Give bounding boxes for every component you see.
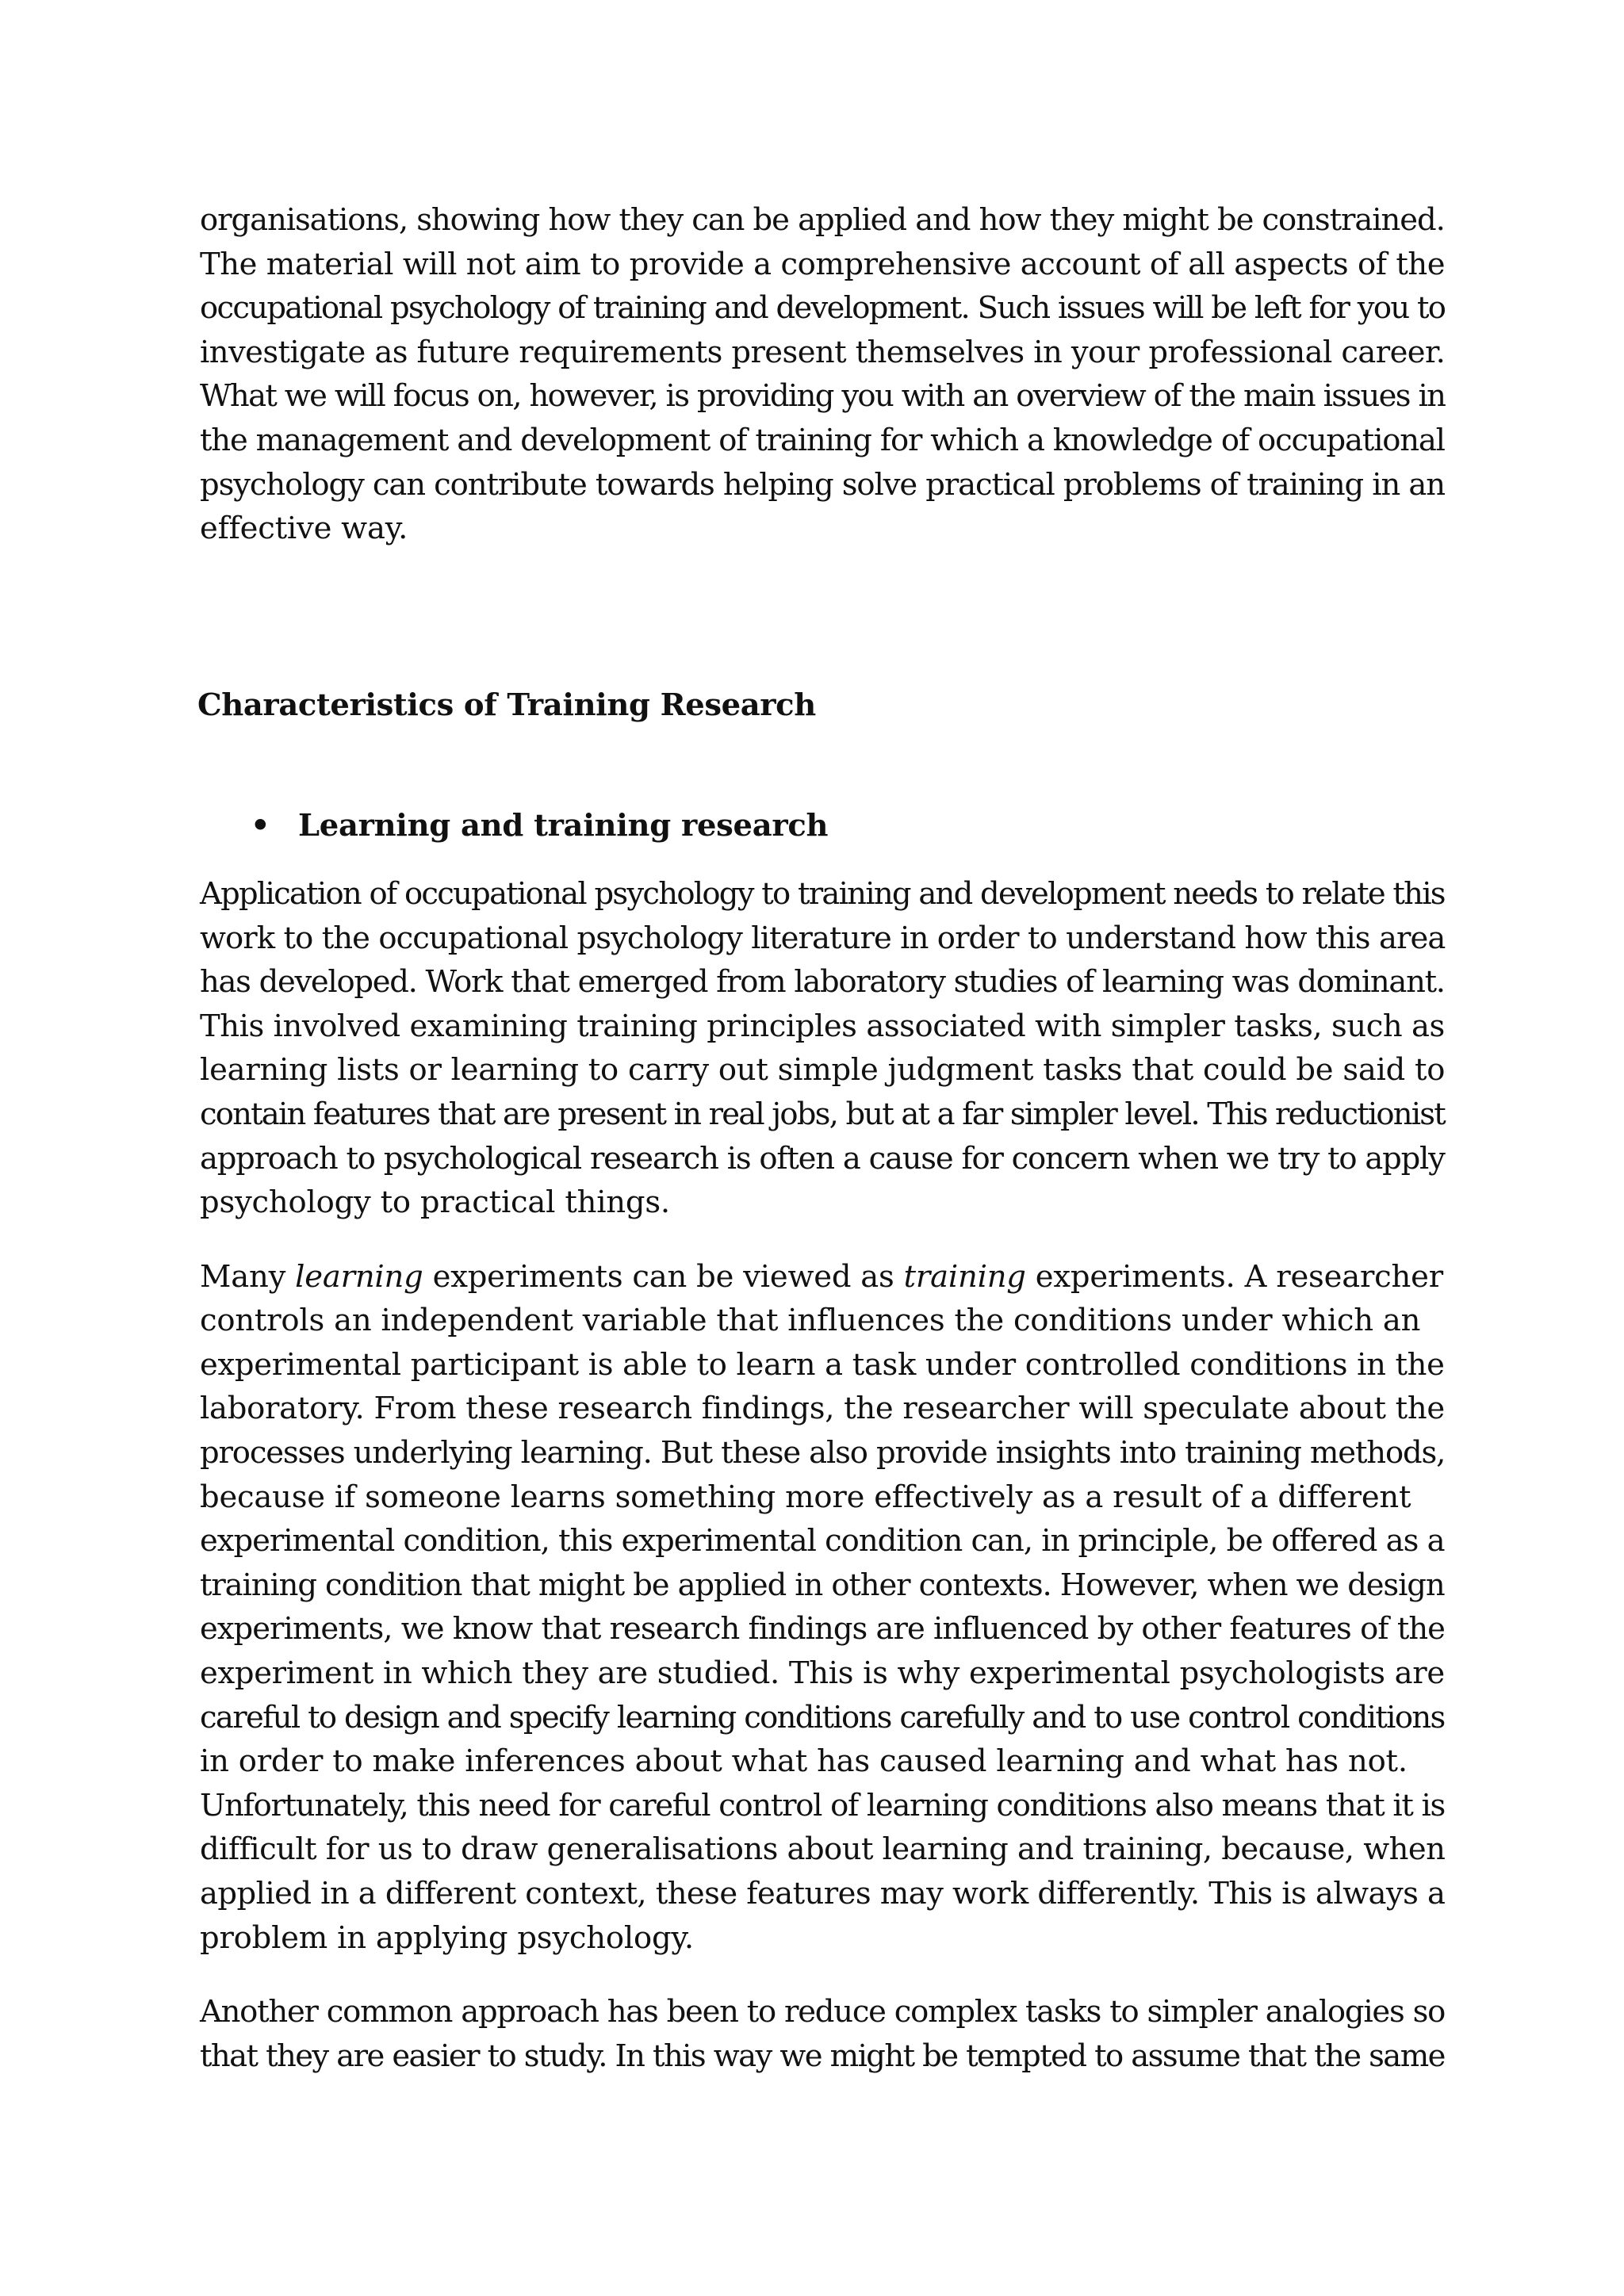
text-line: training condition that might be applied in other contexts. However, when we design (200, 1567, 1445, 1603)
text-line: that they are easier to study. In this way we might be tempted to assume that the same (200, 2038, 1445, 2074)
text-line: investigate as future requirements present themselves in your professional career. (200, 334, 1446, 370)
application-paragraph (200, 872, 1445, 1225)
text-line: difficult for us to draw generalisations about learning and training, because, when (200, 1831, 1446, 1868)
text-line: the management and development of training for which a knowledge of occupational (200, 422, 1445, 458)
text-line: Application of occupational psychology to training and development needs to relate this (200, 875, 1445, 912)
text-line: controls an independent variable that influences the conditions under which an (200, 1303, 1421, 1339)
text-line: What we will focus on, however, is providing you with an overview of the main issues in (200, 378, 1446, 415)
text-line: The material will not aim to provide a comprehensive account of all aspects of the (200, 246, 1446, 282)
text-line: applied in a different context, these features may work differently. This is always a (200, 1876, 1446, 1911)
text-line: processes underlying learning. But these also provide insights into training methods, (200, 1435, 1446, 1471)
italic-term: learning (295, 1258, 423, 1295)
bullet-icon: • (251, 808, 270, 844)
text-line: psychology can contribute towards helping solve practical problems of training in an (200, 466, 1445, 503)
text-line: experimental participant is able to learn a task under controlled conditions in the (200, 1346, 1445, 1383)
text-line: learning lists or learning to carry out simple judgment tasks that could be said to (200, 1052, 1446, 1089)
bullet-item (200, 804, 1445, 848)
text-line: careful to design and specify learning conditions carefully and to use control conditions (200, 1699, 1445, 1735)
text-line: Unfortunately, this need for careful control of learning conditions also means that it is (200, 1787, 1445, 1823)
text-run: Many (200, 1258, 296, 1295)
intro-paragraph (200, 198, 1445, 551)
text-line: psychology to practical things. (200, 1184, 670, 1221)
text-run: experiments. A researcher (1025, 1258, 1443, 1295)
analogies-paragraph (200, 1990, 1445, 2078)
experiments-paragraph (200, 1255, 1445, 1961)
text-line: Another common approach has been to reduce complex tasks to simpler analogies so (200, 1994, 1446, 2030)
text-line: organisations, showing how they can be applied and how they might be constrained. (200, 202, 1445, 238)
text-line: effective way. (200, 511, 408, 547)
text-line: approach to psychological research is often a cause for concern when we try to apply (200, 1140, 1445, 1177)
text-line: experiments, we know that research findings are influenced by other features of the (200, 1611, 1445, 1647)
italic-term: training (903, 1258, 1026, 1295)
text-line (200, 1255, 1445, 1299)
text-line: work to the occupational psychology literature in order to understand how this area (200, 920, 1446, 956)
text-line: in order to make inferences about what has caused learning and what has not. (200, 1743, 1408, 1780)
text-line: because if someone learns something more effectively as a result of a different (200, 1479, 1411, 1515)
text-line: contain features that are present in real jobs, but at a far simpler level. This reductionist (200, 1096, 1445, 1132)
text-line: has developed. Work that emerged from laboratory studies of learning was dominant. (200, 964, 1445, 1001)
page-content (197, 198, 1446, 2078)
text-line: experimental condition, this experimental condition can, in principle, be offered as a (200, 1523, 1445, 1559)
text-line: occupational psychology of training and development. Such issues will be left for you to (200, 290, 1446, 327)
text-line: laboratory. From these research findings, the researcher will speculate about the (200, 1391, 1445, 1427)
bullet-label: Learning and training research (298, 808, 829, 844)
text-line: This involved examining training principles associated with simpler tasks, such as (200, 1008, 1445, 1044)
section-heading: Characteristics of Training Research (197, 687, 816, 723)
text-line: experiment in which they are studied. This is why experimental psychologists are (200, 1655, 1445, 1692)
text-run: experiments can be viewed as (423, 1258, 904, 1295)
text-line: problem in applying psychology. (200, 1919, 694, 1956)
